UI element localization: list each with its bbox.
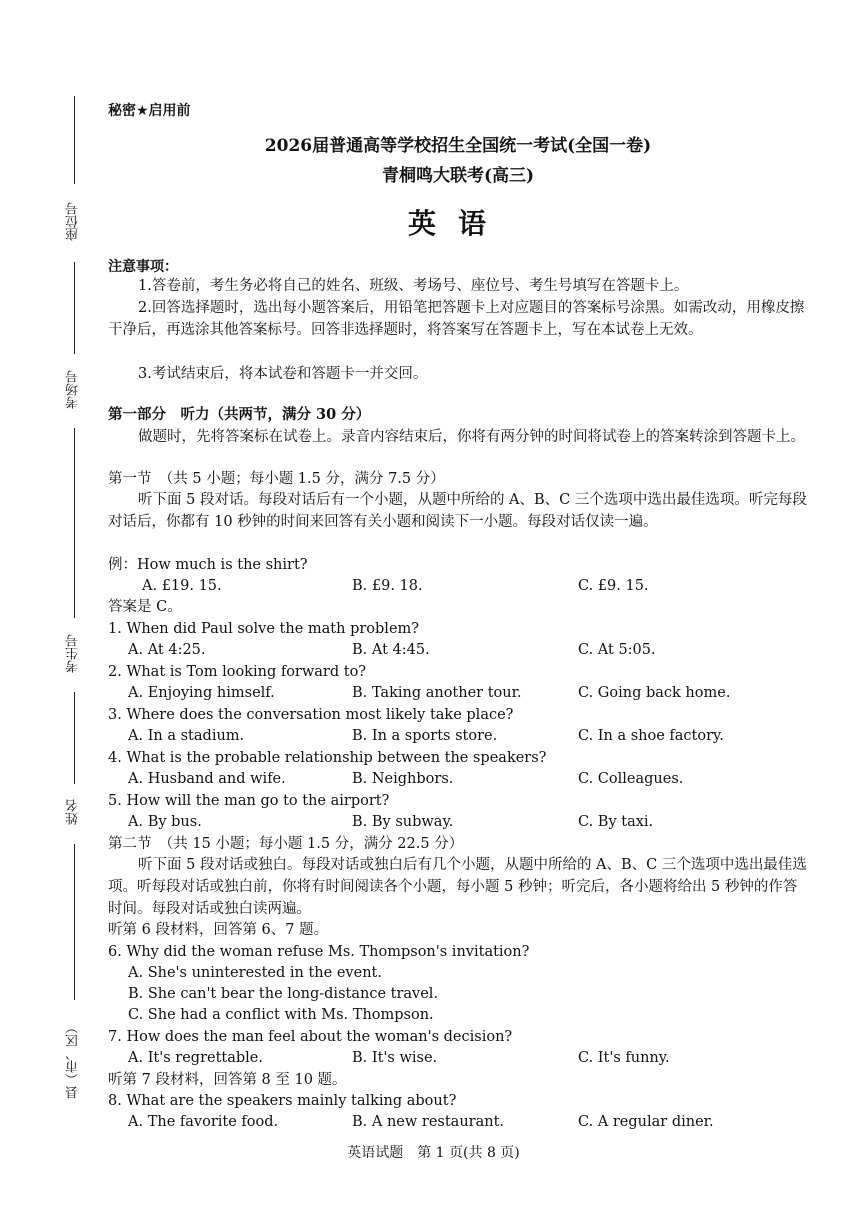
option: B. At 4:45. [352, 642, 430, 658]
option: A. She's uninterested in the event. [128, 965, 382, 981]
note-item: 1.答卷前，考生务必将自己的姓名、班级、考场号、座位号、考生号填写在答题卡上。 [138, 278, 689, 294]
exam-subtitle: 青桐鸣大联考(高三) [381, 166, 535, 186]
option: A. It's regrettable. [128, 1050, 263, 1066]
margin-label-name: 姓名 [66, 799, 81, 825]
option: C. £9. 15. [578, 578, 649, 594]
material-note: 听第 6 段材料，回答第 6、7 题。 [108, 922, 329, 938]
note-item: 2.回答选择题时，选出每小题答案后，用铅笔把答题卡上对应题目的答案标号涂黑。如需改动，用橡皮擦干净后，再选涂其他答案标号。回答非选择题时，将答案写在答题卡上，写在本试卷上无效。 [108, 300, 805, 338]
exam-title: 2026届普通高等学校招生全国统一考试(全国一卷) [264, 136, 652, 156]
question: 6. Why did the woman refuse Ms. Thompson's invitation? [108, 944, 530, 960]
option: C. At 5:05. [578, 642, 656, 658]
notes-heading: 注意事项： [108, 259, 178, 275]
margin-label-seat: 座位号 [66, 202, 81, 242]
section2-intro: 听下面 5 段对话或独白。每段对话或独白后有几个小题，从题中所给的 A、B、C 三个选项中选出最佳选项。听每段对话或独白前，你将有时间阅读各个小题，每小题 5 秒钟；听完后，各小题将给出 5 秒钟的作答时间。每段对话或独白读两遍。 [108, 857, 807, 917]
option: C. In a shoe factory. [578, 728, 724, 744]
margin-line [74, 96, 75, 184]
subject-title: 英语 [407, 207, 508, 240]
part1-title: 第一部分 听力（共两节，满分 30 分） [108, 406, 371, 423]
option: C. A regular diner. [578, 1114, 714, 1130]
example-question: 例：How much is the shirt? [108, 557, 308, 573]
section1-intro: 听下面 5 段对话。每段对话后有一个小题，从题中所给的 A、B、C 三个选项中选出最佳选项。听完每段对话后，你都有 10 秒钟的时间来回答有关小题和阅读下一小题。每段对话仅读一遍。 [108, 492, 807, 530]
option: C. Going back home. [578, 685, 731, 701]
option: B. £9. 18. [352, 578, 423, 594]
question: 7. How does the man feel about the woman's decision? [108, 1029, 513, 1045]
option: A. The favorite food. [128, 1114, 279, 1130]
margin-line [74, 692, 75, 784]
option: B. It's wise. [352, 1050, 438, 1066]
margin-line [74, 844, 75, 1000]
option: A. £19. 15. [142, 578, 222, 594]
option: A. By bus. [128, 814, 202, 830]
margin-label-county: 县（市、区） [66, 1021, 81, 1099]
question: 1. When did Paul solve the math problem? [108, 621, 420, 637]
option: C. By taxi. [578, 814, 654, 830]
option: B. By subway. [352, 814, 454, 830]
option: C. She had a conflict with Ms. Thompson. [128, 1007, 434, 1023]
option: A. Enjoying himself. [128, 685, 275, 701]
margin-line [74, 428, 75, 618]
option: B. In a sports store. [352, 728, 498, 744]
option: C. Colleagues. [578, 771, 684, 787]
material-note: 听第 7 段材料，回答第 8 至 10 题。 [108, 1072, 347, 1088]
margin-line [74, 262, 75, 354]
option: A. In a stadium. [128, 728, 245, 744]
question: 3. Where does the conversation most likely take place? [108, 707, 514, 723]
option: A. Husband and wife. [128, 771, 286, 787]
note-item: 3.考试结束后，将本试卷和答题卡一并交回。 [138, 366, 428, 382]
option: C. It's funny. [578, 1050, 670, 1066]
part1-intro: 做题时，先将答案标在试卷上。录音内容结束后，你将有两分钟的时间将试卷上的答案转涂到答题卡上。 [138, 429, 805, 445]
page-footer: 英语试题 第 1 页(共 8 页) [347, 1145, 520, 1161]
option: B. She can't bear the long-distance travel. [128, 986, 439, 1002]
secret-label: 秘密★启用前 [108, 103, 191, 119]
question: 4. What is the probable relationship between the speakers? [108, 750, 547, 766]
option: B. Taking another tour. [352, 685, 522, 701]
question: 8. What are the speakers mainly talking about? [108, 1093, 457, 1109]
section1-title: 第一节 （共 5 小题；每小题 1.5 分，满分 7.5 分） [108, 471, 445, 487]
question: 2. What is Tom looking forward to? [108, 664, 367, 680]
margin-label-examinee: 考生号 [66, 634, 81, 674]
example-answer: 答案是 C。 [108, 599, 182, 615]
option: B. Neighbors. [352, 771, 454, 787]
section2-title: 第二节 （共 15 小题；每小题 1.5 分，满分 22.5 分） [108, 836, 464, 852]
binding-margin [52, 96, 92, 1136]
option: A. At 4:25. [128, 642, 206, 658]
option: B. A new restaurant. [352, 1114, 505, 1130]
question: 5. How will the man go to the airport? [108, 793, 390, 809]
margin-label-room: 考场号 [66, 370, 81, 410]
